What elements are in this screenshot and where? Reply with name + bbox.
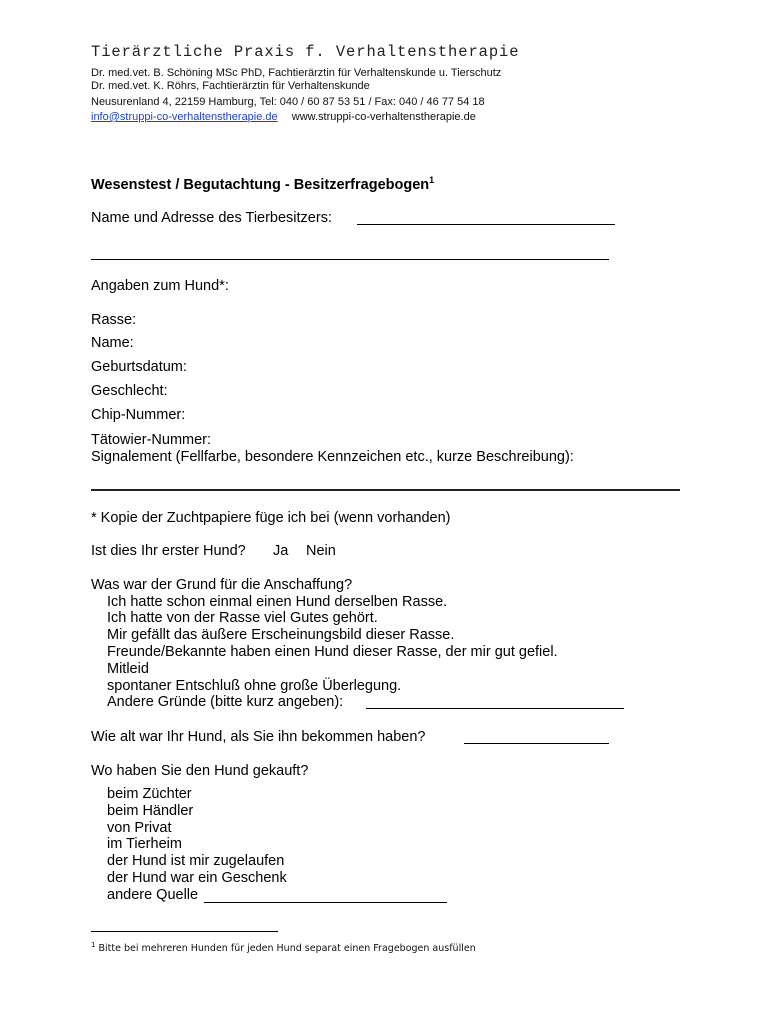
source-option[interactable]: der Hund war ein Geschenk [107,870,287,886]
form-title-text: Wesenstest / Begutachtung - Besitzerfragebogen [91,176,430,193]
owner-name-line[interactable] [357,224,615,225]
reason-option[interactable]: Andere Gründe (bitte kurz angeben): [107,694,344,710]
field-chip: Chip-Nummer: [91,407,186,423]
first-dog-no[interactable]: Nein [306,543,336,559]
other-reason-line[interactable] [366,708,624,709]
footnote [91,941,476,954]
other-source-line[interactable] [204,902,447,903]
reason-option[interactable]: Mitleid [107,661,149,677]
reason-question: Was war der Grund für die Anschaffung? [91,577,353,593]
form-title [91,175,434,193]
field-breed: Rasse: [91,312,137,328]
description-line[interactable] [91,489,680,491]
reason-option[interactable]: Ich hatte schon einmal einen Hund derselben Rasse. [107,594,448,610]
field-tattoo: Tätowier-Nummer: [91,432,212,448]
source-option[interactable]: andere Quelle [107,887,199,903]
owner-address-line[interactable] [91,259,609,260]
first-dog-question: Ist dies Ihr erster Hund? [91,543,246,559]
practice-name: Tierärztliche Praxis f. Verhaltenstherapie [91,43,520,61]
reason-option[interactable]: Freunde/Bekannte haben einen Hund dieser Rasse, der mir gut gefiel. [107,644,558,660]
field-description: Signalement (Fellfarbe, besondere Kennzeichen etc., kurze Beschreibung): [91,449,574,465]
field-name: Name: [91,335,134,351]
age-question: Wie alt war Ihr Hund, als Sie ihn bekommen haben? [91,729,426,745]
practice-address: Neusurenland 4, 22159 Hamburg, Tel: 040 / 60 87 53 51 / Fax: 040 / 46 77 54 18 [91,96,485,108]
footnote-mark: 1 [91,941,96,949]
email-link[interactable]: info@struppi-co-verhaltenstherapie.de [91,111,278,123]
source-option[interactable]: beim Händler [107,803,194,819]
source-option[interactable]: der Hund ist mir zugelaufen [107,853,285,869]
source-option[interactable]: von Privat [107,820,172,836]
field-birthdate: Geburtsdatum: [91,359,187,375]
reason-option[interactable]: spontaner Entschluß ohne große Überlegung. [107,678,402,694]
owner-label: Name und Adresse des Tierbesitzers: [91,210,332,226]
website-text: www.struppi-co-verhaltenstherapie.de [291,111,476,123]
reason-option[interactable]: Ich hatte von der Rasse viel Gutes gehört. [107,610,378,626]
source-option[interactable]: beim Züchter [107,786,192,802]
reason-option[interactable]: Mir gefällt das äußere Erscheinungsbild dieser Rasse. [107,627,455,643]
papers-note: * Kopie der Zuchtpapiere füge ich bei (wenn vorhanden) [91,510,451,526]
contact-line [91,111,476,124]
first-dog-yes[interactable]: Ja [273,543,289,559]
title-footnote-mark: 1 [429,175,435,185]
footnote-text: Bitte bei mehreren Hunden für jeden Hund separat einen Fragebogen ausfüllen [98,943,476,955]
doctor-line-2: Dr. med.vet. K. Röhrs, Fachtierärztin für Verhaltenskunde [91,80,370,92]
doctor-line-1: Dr. med.vet. B. Schöning MSc PhD, Fachtierärztin für Verhaltenskunde u. Tierschutz [91,67,502,79]
age-answer-line[interactable] [464,743,609,744]
dog-section-label: Angaben zum Hund*: [91,278,229,294]
footnote-separator [91,931,278,932]
field-sex: Geschlecht: [91,383,168,399]
source-question: Wo haben Sie den Hund gekauft? [91,763,309,779]
source-option[interactable]: im Tierheim [107,836,182,852]
